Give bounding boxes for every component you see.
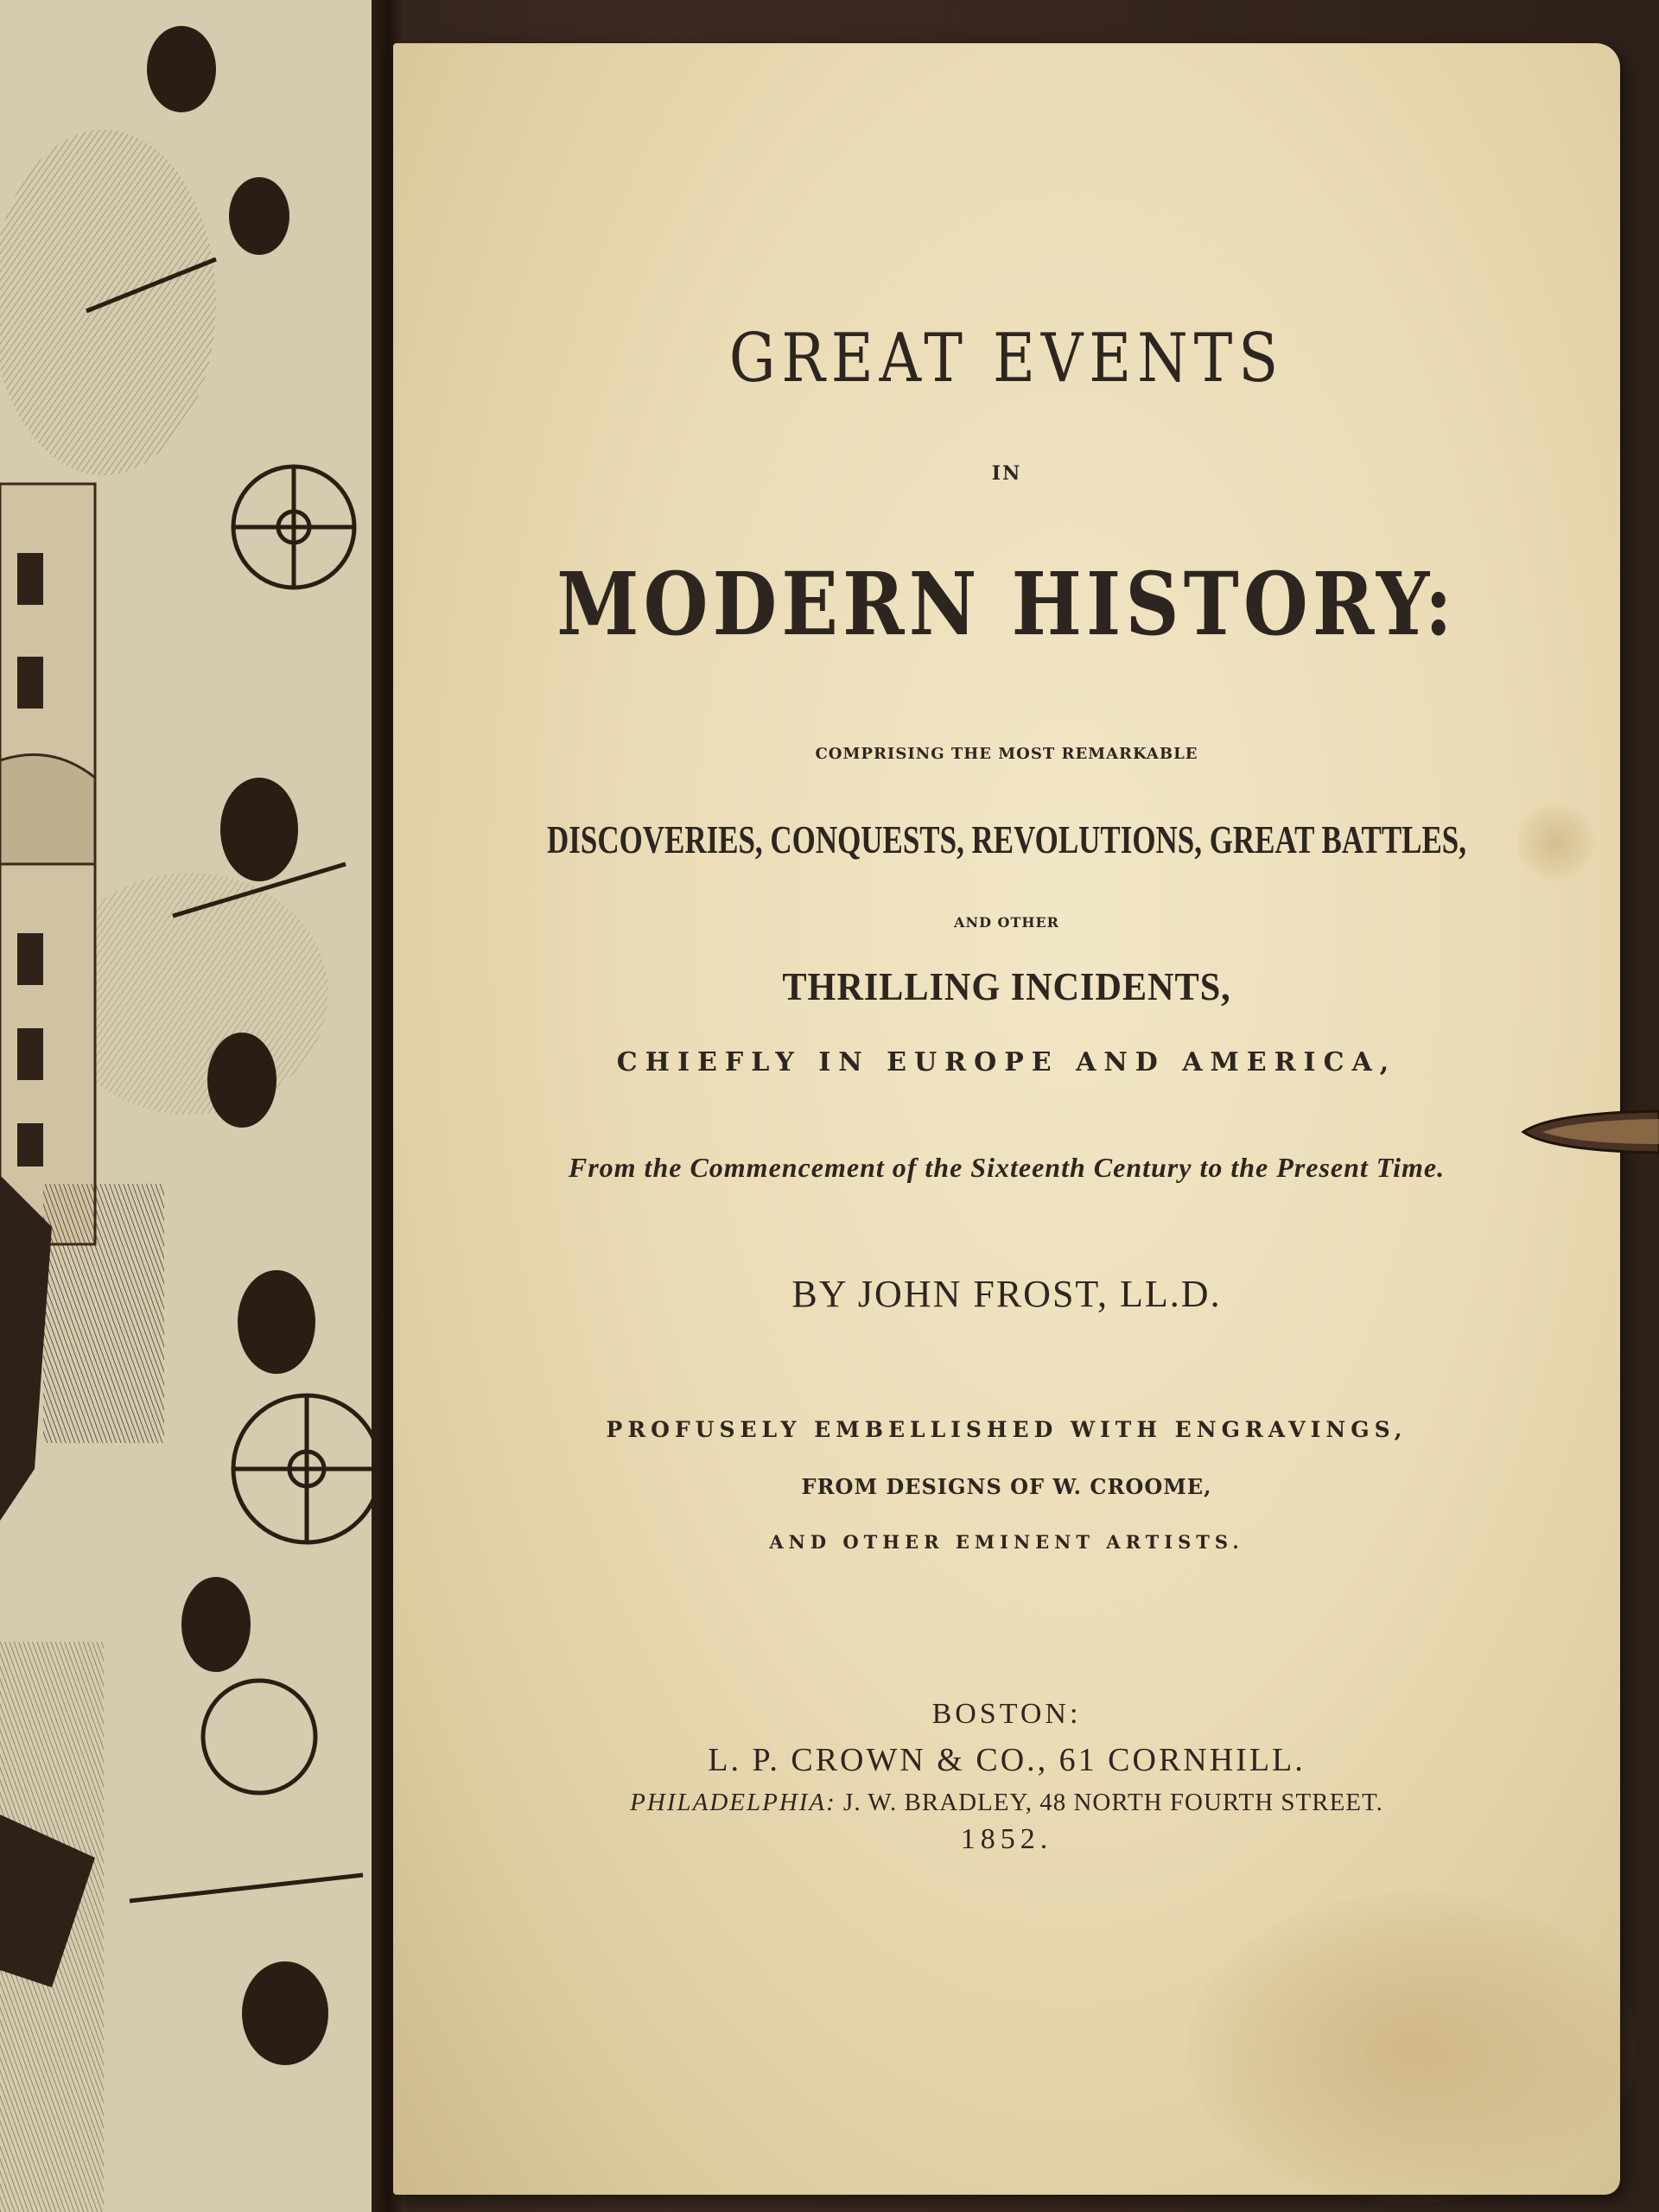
co-publisher-name: J. W. BRADLEY, 48 NORTH FOURTH STREET. — [843, 1789, 1383, 1816]
illustration-note-1: PROFUSELY EMBELLISHED WITH ENGRAVINGS, — [606, 1417, 1408, 1442]
battle-engraving-icon — [0, 0, 385, 2212]
region-line: CHIEFLY IN EUROPE AND AMERICA, — [616, 1047, 1397, 1077]
illustration-note-3: AND OTHER EMINENT ARTISTS. — [769, 1531, 1244, 1553]
subjects-line: DISCOVERIES, CONQUESTS, REVOLUTIONS, GREAT BATTLES, — [547, 817, 1466, 861]
frontispiece-page — [0, 0, 385, 2212]
publisher-line: L. P. CROWN & CO., 61 CORNHILL. — [708, 1742, 1306, 1778]
imprint-city: BOSTON: — [931, 1698, 1082, 1730]
title-page — [393, 43, 1620, 2195]
title-line-2: MODERN HISTORY: — [556, 553, 1457, 655]
and-other-line: AND OTHER — [954, 914, 1059, 931]
thrilling-line: THRILLING INCIDENTS, — [782, 964, 1231, 1008]
author-line: BY JOHN FROST, LL.D. — [791, 1273, 1222, 1315]
illustration-note-2: FROM DESIGNS OF W. CROOME, — [801, 1474, 1212, 1499]
title-connector: IN — [991, 462, 1022, 485]
comprising-line: COMPRISING THE MOST REMARKABLE — [815, 745, 1198, 763]
publication-year: 1852. — [960, 1823, 1053, 1855]
co-publisher-line — [393, 1789, 1620, 1817]
co-publisher-city: PHILADELPHIA: — [630, 1789, 836, 1816]
period-line: From the Commencement of the Sixteenth Century to the Present Time. — [568, 1152, 1446, 1183]
bookmark-tab-icon — [1516, 1108, 1659, 1156]
title-line-1: GREAT EVENTS — [728, 320, 1285, 397]
paper-stain — [1188, 1892, 1637, 2203]
paper-stain — [1516, 804, 1594, 881]
